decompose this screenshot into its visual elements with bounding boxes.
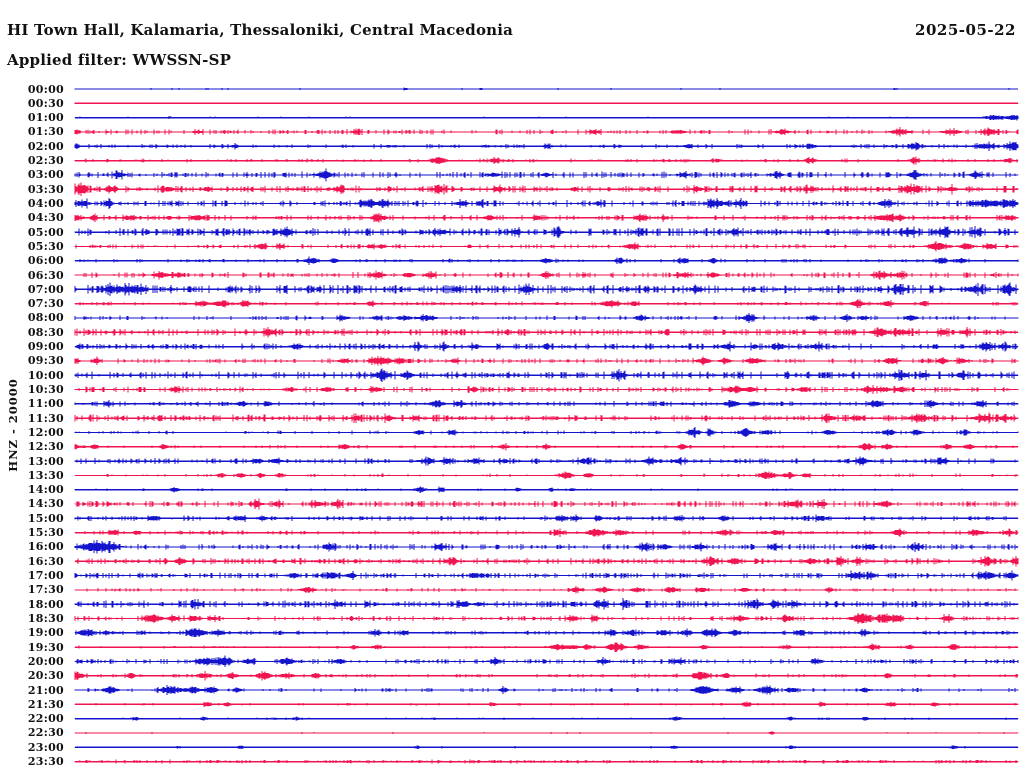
trace-row-2330 — [75, 760, 1018, 764]
trace-row-2300 — [75, 745, 1018, 749]
time-label: 09:30 — [27, 354, 64, 368]
time-label: 06:00 — [27, 254, 64, 268]
time-label: 20:00 — [27, 654, 64, 668]
trace-row-2100 — [75, 685, 1018, 695]
trace-row-1530 — [75, 528, 1018, 536]
time-label: 23:30 — [27, 755, 64, 769]
trace-row-1430 — [75, 499, 1018, 510]
trace-row-1600 — [75, 540, 1018, 554]
time-label: 18:30 — [27, 611, 64, 625]
time-label: 12:00 — [27, 425, 64, 439]
time-label: 07:00 — [27, 282, 64, 296]
time-label: 23:00 — [27, 740, 64, 754]
trace-row-1030 — [75, 385, 1018, 394]
trace-row-0830 — [75, 327, 1018, 338]
trace-row-0000 — [75, 88, 1018, 91]
time-label: 11:00 — [27, 397, 64, 411]
trace-row-0430 — [75, 213, 1018, 222]
trace-row-1730 — [75, 586, 1018, 593]
trace-row-1400 — [75, 486, 1018, 493]
time-label: 00:30 — [27, 96, 64, 110]
time-label: 21:00 — [27, 683, 64, 697]
time-label: 10:30 — [27, 383, 64, 396]
time-label: 15:00 — [27, 511, 64, 525]
trace-row-2230 — [75, 731, 1018, 734]
time-label: 04:00 — [27, 196, 64, 210]
trace-row-1130 — [75, 413, 1018, 424]
time-label: 16:00 — [27, 540, 64, 554]
trace-row-2000 — [75, 656, 1018, 668]
trace-row-2030 — [75, 671, 1018, 681]
time-label: 18:00 — [27, 597, 64, 611]
time-label: 13:30 — [27, 468, 64, 482]
trace-row-0930 — [75, 356, 1018, 365]
time-label: 14:30 — [27, 497, 64, 511]
trace-row-2130 — [75, 702, 1018, 708]
time-label: 05:00 — [27, 225, 64, 239]
trace-row-0330 — [75, 182, 1018, 196]
time-label: 11:30 — [27, 411, 64, 425]
trace-row-0200 — [75, 142, 1018, 151]
time-label: 15:30 — [27, 526, 64, 540]
trace-row-0730 — [75, 299, 1018, 308]
trace-row-0700 — [75, 283, 1018, 297]
time-label: 10:00 — [27, 368, 64, 382]
time-label: 03:00 — [27, 168, 64, 182]
time-label: 02:00 — [27, 139, 64, 153]
trace-row-1630 — [75, 556, 1018, 567]
trace-row-2200 — [75, 717, 1018, 721]
time-label: 21:30 — [27, 697, 64, 711]
trace-row-0630 — [75, 270, 1018, 280]
trace-row-0600 — [75, 257, 1018, 265]
time-label: 04:30 — [27, 211, 64, 225]
time-label: 01:00 — [27, 111, 64, 125]
time-label: 14:00 — [27, 483, 64, 497]
trace-row-1000 — [75, 368, 1018, 382]
time-label: 13:00 — [27, 454, 64, 468]
trace-row-0900 — [75, 341, 1018, 351]
trace-row-1300 — [75, 456, 1018, 465]
time-label: 20:30 — [27, 669, 64, 683]
trace-row-0800 — [75, 313, 1018, 323]
trace-row-0500 — [75, 226, 1018, 238]
trace-row-0100 — [75, 115, 1018, 120]
time-label: 12:30 — [27, 440, 64, 454]
trace-row-1830 — [75, 613, 1018, 624]
time-label: 16:30 — [27, 554, 64, 568]
trace-row-1900 — [75, 628, 1018, 637]
time-label: 03:30 — [27, 182, 64, 196]
time-label: 02:30 — [27, 154, 64, 168]
time-label: 08:30 — [27, 325, 64, 339]
trace-row-1100 — [75, 400, 1018, 408]
trace-row-0300 — [75, 168, 1018, 181]
trace-row-0530 — [75, 241, 1018, 252]
trace-row-1230 — [75, 443, 1018, 451]
channel-scale-label: HNZ - 20000 — [6, 378, 20, 472]
time-label: 07:30 — [27, 297, 64, 311]
trace-row-0400 — [75, 198, 1018, 209]
record-date: 2025-05-22 — [915, 21, 1016, 39]
time-label: 22:00 — [27, 712, 64, 726]
time-label: 06:30 — [27, 268, 64, 282]
trace-row-1930 — [75, 642, 1018, 651]
time-label: 05:30 — [27, 239, 64, 253]
time-label: 17:30 — [27, 583, 64, 597]
time-label: 09:00 — [27, 340, 64, 354]
trace-row-1500 — [75, 514, 1018, 522]
trace-row-1330 — [75, 472, 1018, 480]
time-label: 17:00 — [27, 569, 64, 583]
time-label: 22:30 — [27, 726, 64, 740]
time-label: 01:30 — [27, 125, 64, 139]
time-label: 00:00 — [27, 82, 64, 96]
trace-row-1700 — [75, 571, 1018, 581]
trace-row-1200 — [75, 427, 1018, 438]
station-title: HI Town Hall, Kalamaria, Thessaloniki, Central Macedonia — [7, 21, 514, 39]
time-label: 19:00 — [27, 626, 64, 640]
trace-row-0230 — [75, 157, 1018, 165]
trace-row-1800 — [75, 598, 1018, 610]
time-label: 19:30 — [27, 640, 64, 654]
trace-row-0130 — [75, 127, 1018, 136]
time-label: 08:00 — [27, 311, 64, 325]
filter-label: Applied filter: WWSSN-SP — [7, 51, 232, 69]
